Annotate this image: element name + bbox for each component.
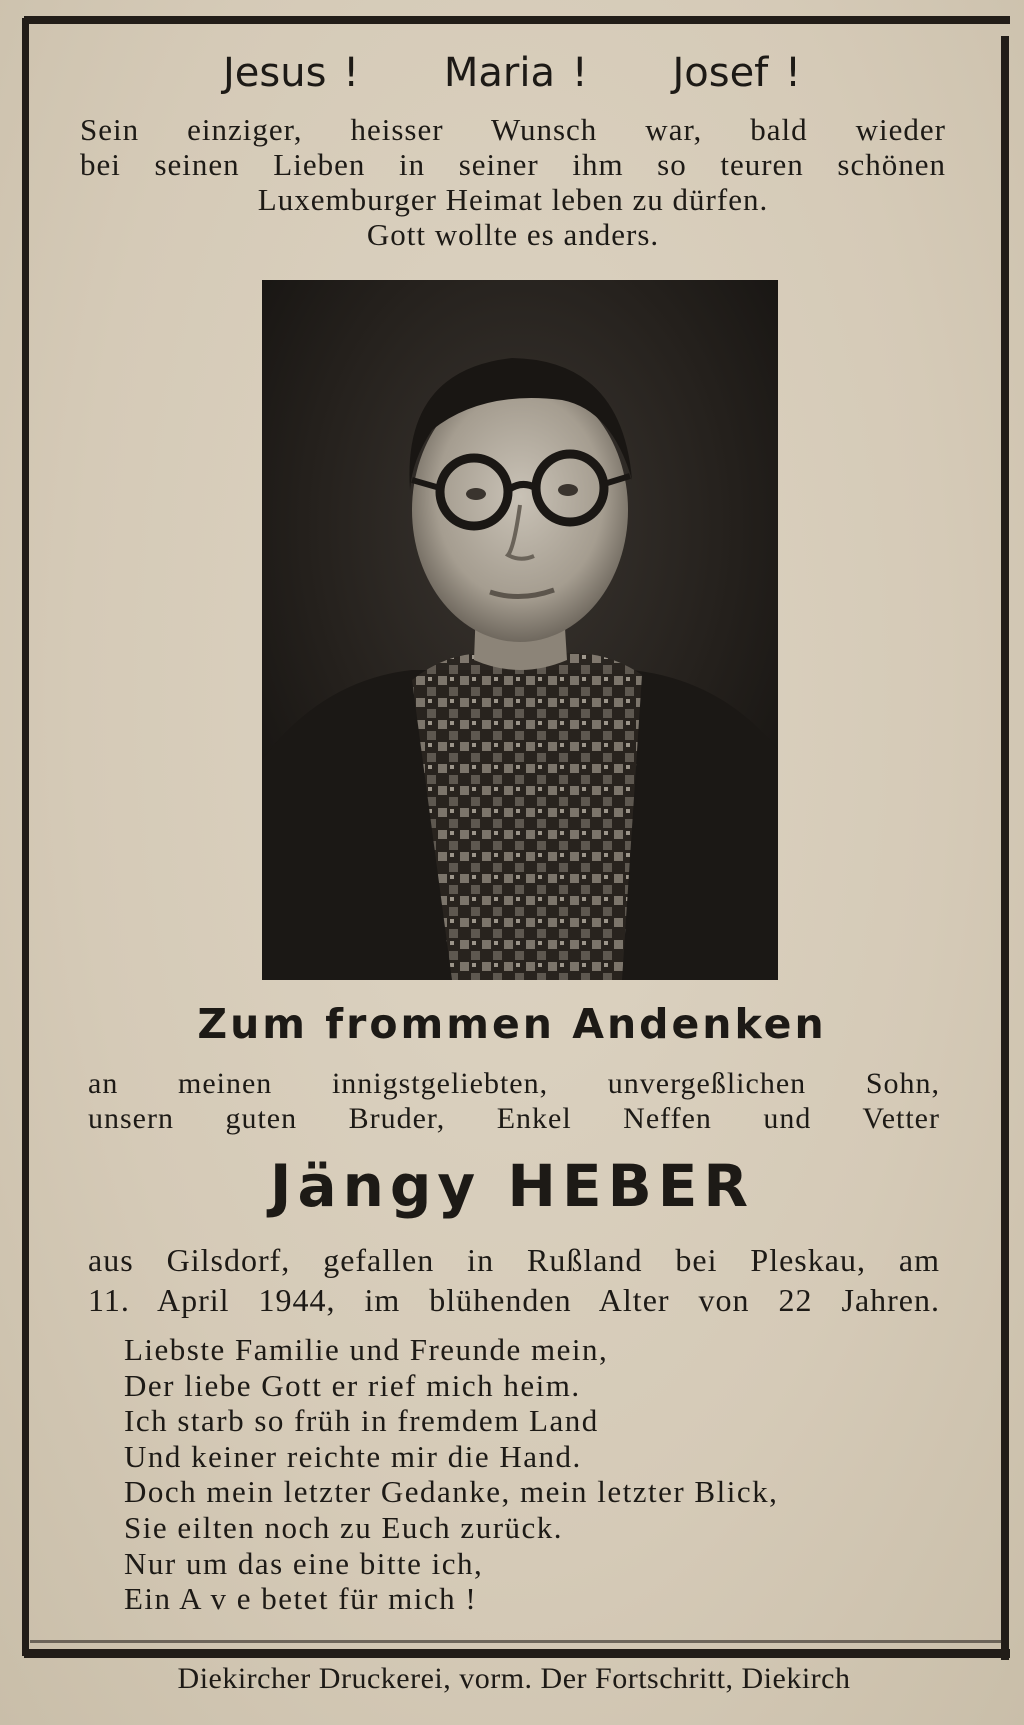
memorial-poem <box>124 1332 964 1617</box>
frame-border-bottom-inner <box>30 1640 1002 1643</box>
invocation-jesus: Jesus ! <box>222 50 360 96</box>
poem-line: Doch mein letzter Gedanke, mein letzter Blick, <box>124 1474 779 1510</box>
intro-line: bei seinen Lieben in seiner ihm so teuren schönen <box>80 147 946 182</box>
poem-line: Und keiner reichte mir die Hand. <box>124 1438 582 1474</box>
frame-border-right <box>1001 36 1009 1660</box>
frame-border-top <box>24 16 1010 24</box>
dedication-line: an meinen innigstgeliebten, unvergeßlichen Sohn, <box>88 1067 940 1100</box>
poem-line: Nur um das eine bitte ich, <box>124 1545 484 1581</box>
invocation-maria: Maria ! <box>443 50 588 96</box>
printer-credit: Diekircher Druckerei, vorm. Der Fortschritt, Diekirch <box>177 1662 851 1695</box>
frame-border-left <box>22 18 29 1656</box>
detail-line: 11. April 1944, im blühenden Alter von 22 Jahren. <box>88 1282 940 1318</box>
detail-line: aus Gilsdorf, gefallen in Rußland bei Pleskau, am <box>88 1242 940 1278</box>
dedication-text <box>88 1066 940 1136</box>
dedication-line: unsern guten Bruder, Enkel Neffen und Vetter <box>88 1102 940 1135</box>
intro-line: Sein einziger, heisser Wunsch war, bald wieder <box>80 112 946 147</box>
frame-border-bottom <box>24 1649 1010 1658</box>
poem-line: Sie eilten noch zu Euch zurück. <box>124 1509 564 1545</box>
death-details <box>88 1240 940 1320</box>
invocation-josef: Josef ! <box>672 50 802 96</box>
portrait-photo-icon <box>262 280 778 980</box>
poem-line: Ich starb so früh in fremdem Land <box>124 1403 599 1439</box>
poem-line: Der liebe Gott er rief mich heim. <box>124 1367 581 1403</box>
memorial-title: Zum frommen Andenken <box>197 1000 827 1048</box>
intro-line: Luxemburger Heimat leben zu dürfen. <box>257 182 769 217</box>
portrait-photo <box>262 280 778 980</box>
invocation-header <box>0 50 1024 96</box>
intro-line: Gott wollte es anders. <box>366 217 660 252</box>
intro-text <box>80 112 946 252</box>
deceased-name: Jängy HEBER <box>269 1152 755 1220</box>
poem-line: Ein A v e betet für mich ! <box>124 1581 478 1617</box>
poem-line: Liebste Familie und Freunde mein, <box>124 1332 609 1367</box>
